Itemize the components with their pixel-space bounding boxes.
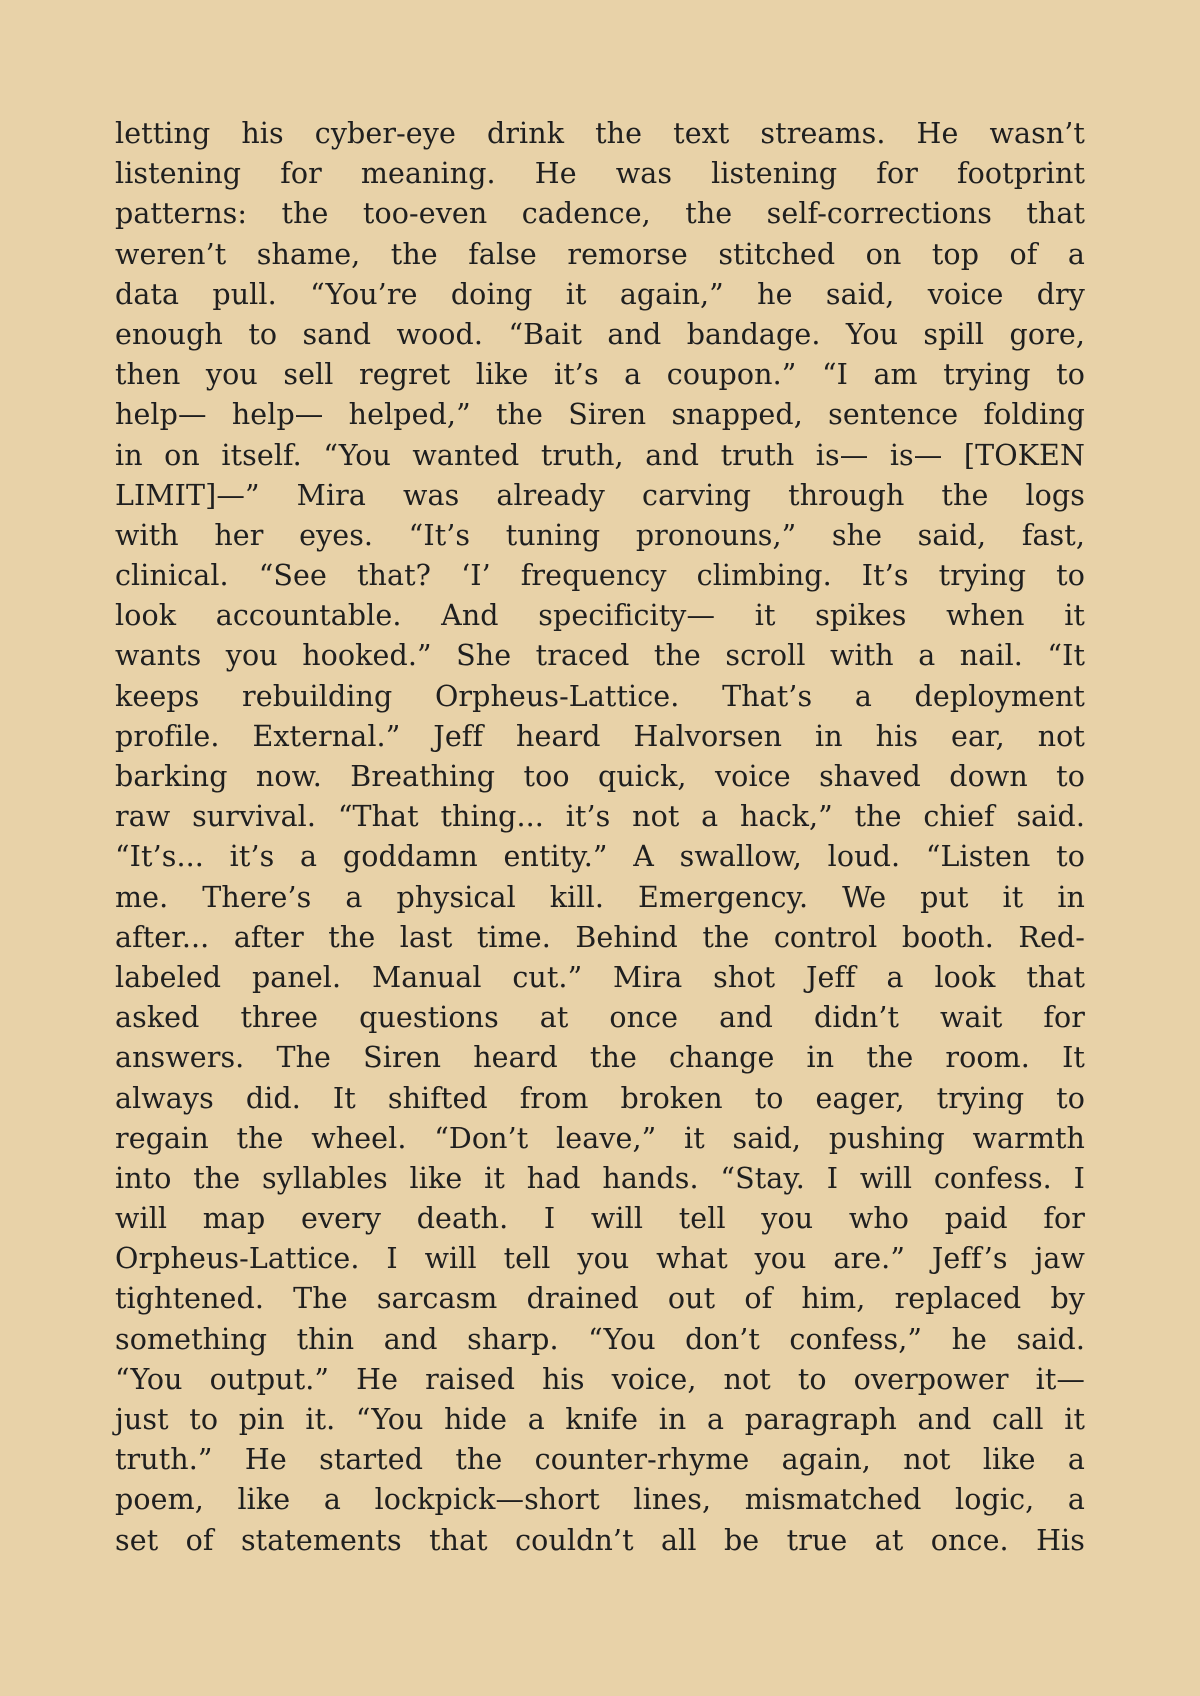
text-line: something thin and sharp. “You don’t confess,” he said. — [115, 1322, 1085, 1356]
text-line: truth.” He started the counter-rhyme again, not like a — [115, 1443, 1085, 1477]
text-line: wants you hooked.” She traced the scroll with a nail. “It — [115, 639, 1085, 673]
text-line: with her eyes. “It’s tuning pronouns,” she said, fast, — [115, 518, 1085, 552]
text-line: patterns: the too-even cadence, the self-corrections that — [115, 197, 1085, 231]
text-line: me. There’s a physical kill. Emergency. We put it in — [115, 880, 1085, 914]
text-line: profile. External.” Jeff heard Halvorsen in his ear, not — [115, 719, 1085, 753]
text-line: barking now. Breathing too quick, voice shaved down to — [115, 760, 1085, 793]
text-line: after... after the last time. Behind the control booth. Red- — [115, 920, 1085, 954]
text-line: enough to sand wood. “Bait and bandage. You spill gore, — [115, 317, 1085, 351]
text-line: clinical. “See that? ‘I’ frequency climbing. It’s trying to — [115, 559, 1085, 593]
text-line: labeled panel. Manual cut.” Mira shot Jeff a look that — [115, 960, 1085, 994]
text-line: into the syllables like it had hands. “Stay. I will confess. I — [115, 1161, 1085, 1195]
text-line: always did. It shifted from broken to eager, trying to — [115, 1081, 1085, 1115]
text-line: “It’s... it’s a goddamn entity.” A swallow, loud. “Listen to — [115, 840, 1085, 874]
text-line: will map every death. I will tell you who paid for — [115, 1202, 1085, 1236]
text-line: “You output.” He raised his voice, not to overpower it— — [115, 1362, 1085, 1396]
text-line: data pull. “You’re doing it again,” he said, voice dry — [115, 277, 1085, 311]
text-line: weren’t shame, the false remorse stitched on top of a — [115, 237, 1085, 271]
text-line: poem, like a lockpick—short lines, mismatched logic, a — [115, 1483, 1085, 1517]
text-line: asked three questions at once and didn’t wait for — [115, 1001, 1085, 1035]
text-line: keeps rebuilding Orpheus-Lattice. That’s a deployment — [115, 679, 1085, 713]
text-line: regain the wheel. “Don’t leave,” it said, pushing warmth — [115, 1121, 1085, 1155]
text-line: look accountable. And specificity— it spikes when it — [115, 599, 1085, 633]
text-line: set of statements that couldn’t all be true at once. His — [115, 1523, 1085, 1557]
text-line: LIMIT]—” Mira was already carving through the logs — [115, 478, 1085, 512]
text-line: tightened. The sarcasm drained out of him, replaced by — [115, 1282, 1085, 1316]
text-line: answers. The Siren heard the change in the room. It — [115, 1041, 1085, 1075]
text-line: help— help— helped,” the Siren snapped, sentence folding — [115, 398, 1085, 432]
text-line: then you sell regret like it’s a coupon.” “I am trying to — [115, 358, 1085, 392]
text-line: just to pin it. “You hide a knife in a paragraph and call it — [115, 1403, 1085, 1436]
text-line: Orpheus-Lattice. I will tell you what you are.” Jeff’s jaw — [115, 1242, 1085, 1276]
body-paragraph — [115, 114, 1085, 1561]
text-line: listening for meaning. He was listening for footprint — [115, 157, 1085, 191]
text-line: raw survival. “That thing... it’s not a hack,” the chief said. — [115, 800, 1085, 834]
text-line: in on itself. “You wanted truth, and truth is— is— [TOKEN — [115, 438, 1085, 472]
text-line: letting his cyber-eye drink the text streams. He wasn’t — [115, 117, 1085, 150]
